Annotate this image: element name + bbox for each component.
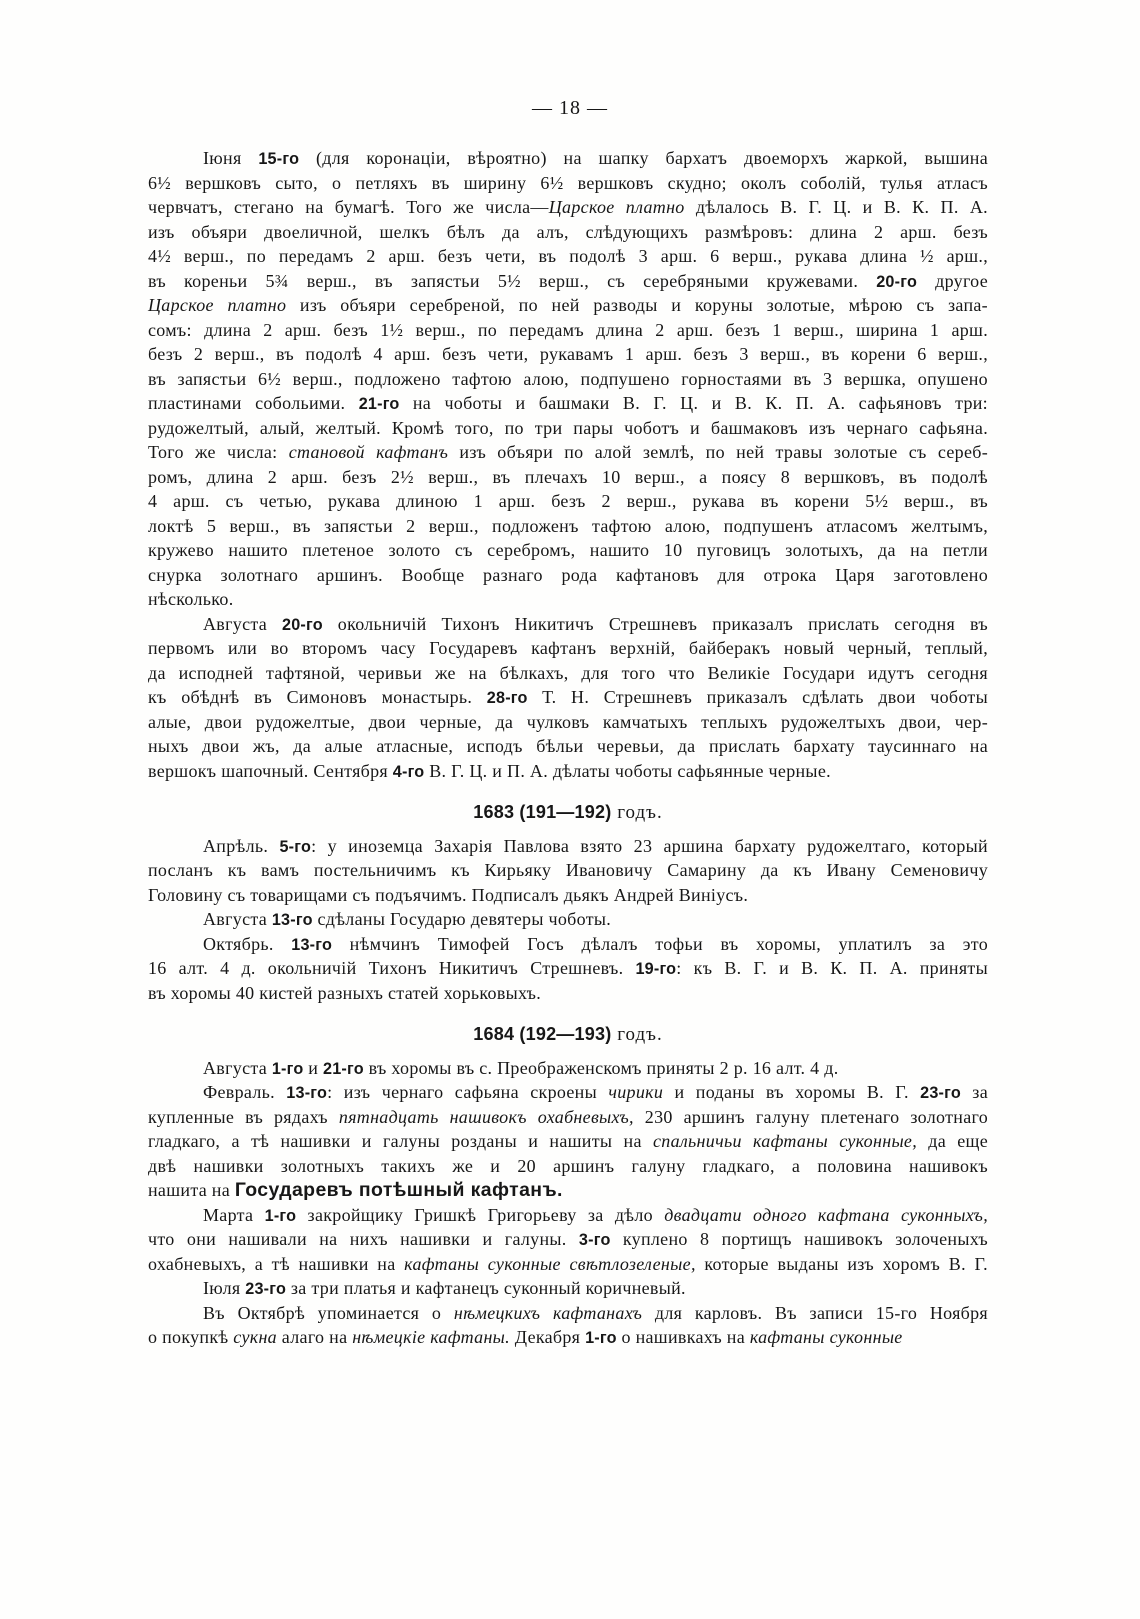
text-line: [148, 759, 988, 784]
italic-run: чирики: [608, 1082, 664, 1102]
date-numeral: 20-го: [876, 272, 918, 291]
text-line: [148, 1252, 988, 1277]
text-run: 230 аршинъ галуну плетенаго золотнаго: [633, 1106, 989, 1127]
text-run: алаго на: [277, 1327, 353, 1347]
page-number: — 18 —: [532, 97, 608, 119]
text-run: Февраль.: [203, 1082, 287, 1102]
line-text: [148, 736, 988, 756]
text-line: [148, 800, 988, 825]
text-line: [148, 956, 988, 981]
text-run: другое: [917, 270, 988, 291]
text-run: снурка золотнаго аршинъ. Вообще разнаго рода кафтановъ для отрока Царя заготовлено: [148, 564, 988, 585]
line-text: [148, 958, 988, 978]
italic-run: кафтаны суконные: [749, 1327, 903, 1347]
line-text: [148, 1327, 903, 1347]
text-run: В. Г. Ц. и П. А. дѣлаты чоботы сафьянные черные.: [424, 760, 831, 781]
text-run: въ кореньи 5¾ верш., въ запястьи 5½ верш., съ серебряными кружевами.: [148, 270, 877, 291]
text-run: Октябрь.: [203, 933, 292, 954]
line-text: [148, 418, 988, 438]
text-line: [148, 1178, 988, 1203]
line-text: [203, 614, 988, 634]
text-run: которые выданы изъ хоромъ В. Г.: [695, 1253, 988, 1274]
text-run: дѣлалось В. Г. Ц. и В. К. П. А.: [684, 197, 988, 217]
text-line: [148, 514, 988, 539]
text-run: за: [960, 1082, 989, 1102]
line-text: [148, 860, 988, 880]
text-run: на чоботы и башмаки В. Г. Ц. и В. К. П. А. сафьяновъ три:: [399, 393, 988, 413]
text-line: [148, 661, 988, 686]
date-numeral: 20-го: [282, 615, 323, 634]
italic-run: двадцати одного кафтана суконныхъ,: [664, 1204, 988, 1225]
text-run: двѣ нашивки золотныхъ такихъ же и 20 аршинъ галуну гладкаго, а половина нашивокъ: [148, 1155, 988, 1176]
date-numeral: 4-го: [392, 762, 425, 781]
date-numeral: 23-го: [920, 1084, 961, 1102]
italic-run: становой кафтанъ: [288, 442, 449, 462]
text-line: [148, 1276, 988, 1301]
text-run: нашита на: [148, 1180, 235, 1200]
italic-run: кафтаны суконные свѣтлозеленые,: [404, 1253, 696, 1274]
line-text: [148, 295, 988, 315]
text-run: закройщику Гришкѣ Григорьеву за дѣло: [296, 1204, 665, 1225]
line-text: [473, 802, 662, 823]
text-run: за три платья и кафтанецъ суконный коричневый.: [286, 1278, 686, 1298]
line-text: [148, 393, 988, 413]
date-numeral: 13-го: [291, 935, 333, 954]
paragraph: [148, 834, 988, 908]
paragraph: [148, 1056, 988, 1081]
line-text: [148, 1131, 988, 1151]
line-text: [203, 148, 988, 168]
text-run: изъ объяри двоеличной, шелкъ бѣлъ да алъ, слѣдующихъ размѣровъ: длина 2 арш. безъ: [148, 221, 988, 242]
text-line: [148, 195, 988, 220]
line-text: [148, 983, 541, 1003]
text-run: 4 арш. съ четью, рукава длиною 1 арш. безъ 2 верш., рукава въ корени 5½ верш., въ: [148, 491, 988, 511]
paragraph: [148, 932, 988, 1006]
italic-run: Царское платно: [548, 197, 685, 217]
text-run: : къ В. Г. и В. К. П. А. приняты: [676, 958, 988, 978]
text-line: [148, 907, 988, 932]
text-line: [148, 1301, 988, 1326]
line-text: [148, 761, 831, 781]
text-line: [148, 416, 988, 441]
text-run: кружево нашито плетеное золото съ серебромъ, нашито 10 пуговицъ золотыхъ, да на петли: [148, 540, 988, 560]
italic-run: пятнадцать нашивокъ охабневыхъ,: [338, 1106, 634, 1127]
text-run: годъ.: [611, 802, 663, 823]
date-numeral: 3-го: [578, 1231, 611, 1249]
line-text: [203, 836, 988, 856]
text-line: [148, 932, 988, 957]
text-line: [148, 1227, 988, 1252]
italic-run: нѣмецкихъ кафтанахъ: [453, 1302, 643, 1323]
text-line: [148, 146, 988, 171]
line-text: [203, 1205, 988, 1225]
text-run: о нашивкахъ на: [616, 1327, 750, 1347]
line-text: [148, 197, 988, 217]
line-text: [148, 712, 988, 732]
text-run: сдѣланы Государю девятеры чоботы.: [312, 909, 612, 929]
text-line: [148, 489, 988, 514]
text-run: ромъ, длина 2 арш. безъ 2½ верш., въ плечахъ 10 верш., а поясу 8 вершковъ, въ подолѣ: [148, 466, 988, 487]
date-numeral: 1-го: [585, 1329, 617, 1347]
line-text: [148, 516, 988, 536]
text-run: о покупкѣ: [148, 1327, 234, 1347]
text-line: [148, 1154, 988, 1179]
text-line: [148, 563, 988, 588]
text-line: [148, 293, 988, 318]
text-line: [148, 269, 988, 294]
line-text: [148, 467, 988, 487]
date-numeral: 21-го: [323, 1059, 364, 1078]
line-text: [148, 344, 988, 364]
line-text: [148, 369, 988, 389]
text-line: [148, 367, 988, 392]
text-run: Августа: [203, 613, 282, 634]
text-run: 16 алт. 4 д. окольничій Тихонъ Никитичъ Стрешневъ.: [148, 958, 636, 978]
text-run: первомъ или во второмъ часу Государевъ кафтанъ верхній, байберакъ новый черный, теплый,: [148, 638, 988, 658]
paragraph: [148, 907, 988, 932]
text-run: да еще: [917, 1131, 989, 1151]
text-run: охабневыхъ, а тѣ нашивки на: [148, 1253, 405, 1274]
text-line: [148, 834, 988, 859]
text-line: [148, 171, 988, 196]
paragraph: [148, 1276, 988, 1301]
text-line: [148, 1203, 988, 1228]
text-run: вершокъ шапочный. Сентября: [148, 760, 393, 781]
text-run: Іюля: [203, 1278, 246, 1298]
text-run: (для коронаціи, вѣроятно) на шапку бархатъ двоеморхъ жаркой, вышина: [299, 148, 989, 168]
line-text: [148, 320, 988, 340]
text-line: [148, 587, 988, 612]
text-run: : изъ чернаго сафьяна скроены: [327, 1082, 609, 1102]
line-text: [203, 1082, 988, 1102]
text-run: 6½ вершковъ сыто, о петляхъ въ ширину 6½ вершковъ скудно; околъ соболій, тулья атласъ: [148, 172, 988, 193]
text-line: [148, 220, 988, 245]
text-line: [148, 1325, 988, 1350]
paragraph: [148, 1203, 988, 1277]
date-numeral: 1-го: [271, 1059, 304, 1078]
text-run: для карловъ. Въ записи 15-го Ноября: [642, 1302, 988, 1323]
text-run: Апрѣль.: [203, 835, 280, 856]
date-numeral: 19-го: [635, 960, 677, 978]
text-run: Августа: [203, 909, 272, 929]
line-text: [148, 1107, 988, 1127]
text-run: Того же числа:: [148, 442, 289, 462]
text-line: [148, 465, 988, 490]
line-text: [148, 222, 988, 242]
text-run: Головину съ товарищами съ подъячимъ. Подписалъ дьякъ Андрей Виніусъ.: [148, 884, 749, 905]
line-text: [148, 442, 988, 462]
text-line: [148, 1056, 988, 1081]
text-run: въ запястьи 6½ верш., подложено тафтою алою, подпушено горностаями въ 3 вершка, опушено: [148, 368, 988, 389]
line-text: [148, 271, 988, 291]
text-run: посланъ къ вамъ постельничимъ къ Кирьяку Ивановичу Самарину да къ Ивану Семеновичу: [148, 860, 988, 880]
line-text: [148, 589, 234, 609]
text-run: нѣсколько.: [148, 589, 234, 609]
text-line: [148, 636, 988, 661]
text-line: [148, 244, 988, 269]
line-text: [148, 1180, 563, 1200]
date-numeral: 13-го: [271, 911, 313, 929]
text-run: окольничій Тихонъ Никитичъ Стрешневъ приказалъ прислать сегодня въ: [322, 613, 988, 634]
text-run: купленные въ рядахъ: [148, 1106, 339, 1127]
line-text: [148, 491, 988, 511]
text-run: и: [303, 1057, 324, 1078]
paragraph: [148, 612, 988, 784]
date-numeral: 1684 (192—193): [473, 1024, 612, 1044]
date-numeral: 1683 (191—192): [473, 802, 612, 822]
text-run: пластинами собольими.: [148, 393, 359, 413]
line-text: [203, 1278, 686, 1298]
italic-run: сукна: [233, 1327, 277, 1347]
line-text: [203, 1058, 839, 1078]
text-line: [148, 391, 988, 416]
italic-run: нѣмецкіе кафтаны.: [352, 1327, 510, 1347]
text-line: [148, 342, 988, 367]
line-text: [148, 246, 988, 266]
text-line: [148, 1105, 988, 1130]
text-run: да исподней тафтяной, черивьи же на бѣлкахъ, для того что Великіе Государи идутъ сегодня: [148, 662, 988, 683]
text-line: [148, 981, 988, 1006]
date-numeral: 15-го: [258, 150, 300, 168]
text-run: въ хоромы 40 кистей разныхъ статей хорьковыхъ.: [148, 982, 542, 1003]
date-numeral: 13-го: [286, 1084, 328, 1102]
line-text: [148, 1156, 988, 1176]
date-numeral: 21-го: [358, 395, 400, 413]
text-line: [148, 734, 988, 759]
section-heading: [148, 800, 988, 825]
paragraph: [148, 1080, 988, 1203]
text-run: 4½ верш., по передамъ 2 арш. безъ чети, въ подолѣ 3 арш. 6 верш., рукава длина ½ арш.,: [148, 246, 988, 266]
text-run: къ обѣднѣ въ Симоновъ монастырь.: [148, 687, 487, 707]
text-run: Декабря: [509, 1327, 586, 1347]
text-run: изъ объяри серебреной, по ней разводы и коруны золотые, мѣрою съ запа-: [286, 295, 988, 315]
line-text: [203, 934, 988, 954]
text-run: Марта: [203, 1204, 265, 1225]
text-line: [148, 858, 988, 883]
bold-run: Государевъ потѣшный кафтанъ.: [234, 1179, 563, 1201]
text-line: [148, 318, 988, 343]
text-run: алые, двои рудожелтые, двои черные, да чулковъ камчатыхъ теплыхъ рудожелтыхъ двои, чер-: [148, 711, 988, 732]
line-text: [148, 565, 988, 585]
text-run: въ хоромы въ с. Преображенскомъ приняты 2 р. 16 алт. 4 д.: [363, 1057, 839, 1078]
text-run: рудожелтый, алый, желтый. Кромѣ того, по три пары чоботъ и башмаковъ изъ чернаго сафьяна.: [148, 417, 988, 438]
italic-run: спальничьи кафтаны суконные,: [653, 1131, 918, 1151]
text-run: безъ 2 верш., въ подолѣ 4 арш. безъ чети, рукавамъ 1 арш. безъ 3 верш., въ корени 6 верш.,: [148, 344, 988, 364]
text-run: : у иноземца Захарія Павлова взято 23 аршина бархату рудожелтаго, который: [311, 835, 988, 856]
line-text: [148, 638, 988, 658]
text-line: [148, 685, 988, 710]
text-run: Августа: [203, 1057, 272, 1078]
text-run: и поданы въ хоромы В. Г.: [663, 1082, 921, 1102]
line-text: [148, 173, 988, 193]
date-numeral: 5-го: [279, 837, 312, 856]
text-column: [148, 146, 988, 1350]
text-run: годъ.: [611, 1024, 663, 1045]
italic-run: Царское платно: [148, 295, 287, 315]
text-run: что они нашивали на нихъ нашивки и галуны.: [148, 1229, 579, 1249]
text-run: Іюня: [203, 148, 259, 168]
text-run: куплено 8 портищъ нашивокъ золоченыхъ: [610, 1229, 988, 1249]
text-run: гладкаго, а тѣ нашивки и галуны розданы и нашиты на: [148, 1131, 654, 1151]
date-numeral: 23-го: [245, 1280, 287, 1298]
text-line: [148, 710, 988, 735]
text-run: изъ объяри по алой землѣ, по ней травы золотые съ сереб-: [448, 442, 988, 462]
line-text: [148, 540, 988, 560]
line-text: [148, 663, 988, 683]
paragraph: [148, 146, 988, 612]
text-run: Въ Октябрѣ упоминается о: [203, 1302, 454, 1323]
text-run: локтѣ 5 верш., въ запястьи 2 верш., подложенъ тафтою алою, подпушенъ атласомъ желтымъ,: [148, 515, 988, 536]
date-numeral: 28-го: [486, 689, 528, 707]
text-run: ныхъ двои жъ, да алые атласные, исподъ бѣльи черевьи, да прислать бархату таусиннаго на: [148, 736, 988, 756]
section-heading: [148, 1022, 988, 1047]
line-text: [203, 1303, 988, 1323]
line-text: [148, 1254, 988, 1274]
date-numeral: 1-го: [264, 1206, 297, 1225]
line-text: [473, 1024, 662, 1045]
text-run: сомъ: длина 2 арш. безъ 1½ верш., по передамъ длина 2 арш. безъ 1 верш., ширина 1 арш.: [148, 319, 988, 340]
text-line: [148, 1022, 988, 1047]
text-run: Т. Н. Стрешневъ приказалъ сдѣлать двои чоботы: [527, 687, 988, 707]
text-line: [148, 1080, 988, 1105]
text-line: [148, 1129, 988, 1154]
text-line: [148, 612, 988, 637]
text-line: [148, 440, 988, 465]
line-text: [148, 1229, 988, 1249]
text-run: червчатъ, стегано на бумагѣ. Того же числа—: [148, 197, 549, 217]
text-line: [148, 538, 988, 563]
text-line: [148, 883, 988, 908]
paragraph: [148, 1301, 988, 1350]
line-text: [203, 909, 611, 929]
line-text: [148, 885, 748, 905]
line-text: [148, 687, 988, 707]
text-run: нѣмчинъ Тимофей Госъ дѣлалъ тофьи въ хоромы, уплатилъ за это: [332, 933, 988, 954]
